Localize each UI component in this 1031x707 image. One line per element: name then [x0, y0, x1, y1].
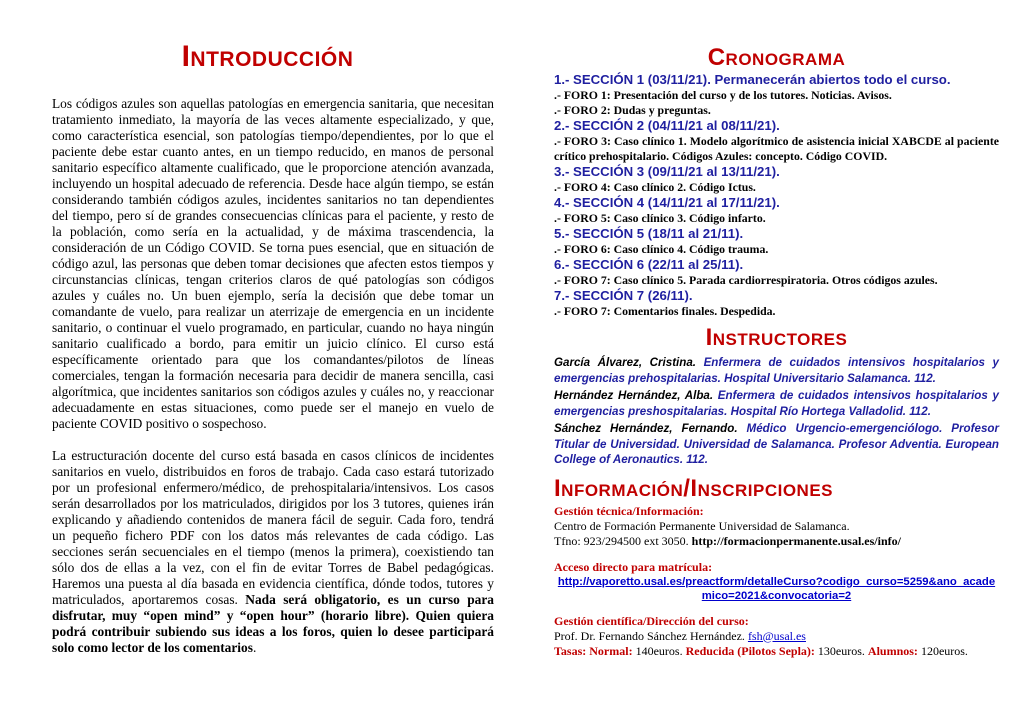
director-name: Prof. Dr. Fernando Sánchez Hernández. — [554, 628, 745, 643]
instructor-description: Enfermera de cuidados intensivos hospitalarios y emergencias preshospitalarias. Hospital Río Hortega Valladolid. 112. — [554, 389, 999, 418]
instructor-name: Hernández Hernández, Alba. — [554, 389, 714, 402]
instructor-name: Sánchez Hernández, Fernando. — [554, 422, 738, 435]
cronograma-list — [554, 72, 999, 319]
intro-title: Introducción — [181, 40, 354, 73]
gestion-tecnica-center: Centro de Formación Permanente Universidad de Salamanca. — [554, 518, 850, 533]
section-heading: 1.- SECCIÓN 1 (03/11/21). Permanecerán abiertos todo el curso. — [554, 72, 951, 87]
foro-item: .- FORO 4: Caso clínico 2. Código Ictus. — [554, 180, 756, 194]
foro-item: .- FORO 3: Caso clínico 1. Modelo algorítmico de asistencia inicial XABCDE al paciente crítico prehospitalario. Códigos Azules: concepto. Código COVID. — [554, 134, 999, 163]
intro-paragraph-2-text: La estructuración docente del curso está basada en casos clínicos de incidentes sanitarios en vuelo, distribuidos en foros de trabajo. Cada caso estará tutorizado por un profesional enfermero/médico, de prehospitalaria/intensivos. Los casos serán desarrollados por los matriculados, dirigidos por los 3 tutores, quienes irán explicando y añadiendo contenidos de manera fácil de seguir. Cada foro, tendrá un pequeño fichero PDF con los datos más relevantes de cada código. Las secciones serán secuenciales en el tiempo (menos la primera), coexistiendo tan sólo dos de ellas a la vez, con el fin de evitar Torres de Babel pedagógicas. Haremos una puesta al día basada en evidencia científica, dónde todos, tutores y matriculados, aportaremos cosas. — [52, 448, 494, 607]
matricula-link[interactable]: http://vaporetto.usal.es/preactform/detalleCurso?codigo_curso=5259&ano_academico=2021&convocatoria=2 — [557, 575, 996, 602]
section-heading: 7.- SECCIÓN 7 (26/11). — [554, 288, 693, 303]
tasa-alumnos-label: Alumnos: — [867, 643, 918, 658]
gestion-cientifica-label: Gestión científica/Dirección del curso: — [554, 613, 749, 628]
section-heading: 6.- SECCIÓN 6 (22/11 al 25/11). — [554, 257, 744, 272]
cronograma-title: Cronograma — [707, 44, 846, 71]
director-email-link[interactable]: fsh@usal.es — [747, 628, 806, 643]
gestion-tecnica-contact — [554, 534, 999, 549]
foro-item: .- FORO 7: Caso clínico 5. Parada cardiorrespiratoria. Otros códigos azules. — [554, 273, 938, 287]
instructores-list — [554, 355, 999, 468]
instructor-description: Enfermera de cuidados intensivos hospitalarios y emergencias prehospitalarias. Hospital Universitario Salamanca. 112. — [554, 356, 999, 385]
phone-text: Tfno: 923/294500 ext 3050. — [554, 533, 689, 548]
intro-paragraph-2-bold: Nada será obligatorio, es un curso para disfrutar, muy “open mind” y “open hour” (horario libre). Quien quiera podrá contribuir subiendo sus ideas a los foros, quien lo desee participará solo como lector de los comentarios — [52, 592, 494, 655]
acceso-label: Acceso directo para matrícula: — [554, 559, 713, 574]
intro-paragraph-2-end: . — [252, 640, 257, 655]
info-web-link[interactable]: http://formacionpermanente.usal.es/info/ — [691, 533, 901, 548]
info-title: Información/Inscripciones — [554, 474, 834, 502]
right-column — [554, 44, 999, 659]
instructor-entry — [554, 421, 999, 468]
instructores-title: Instructores — [705, 324, 848, 351]
foro-item: .- FORO 1: Presentación del curso y de los tutores. Noticias. Avisos. — [554, 88, 892, 102]
director-line — [554, 629, 999, 644]
section-heading: 2.- SECCIÓN 2 (04/11/21 al 08/11/21). — [554, 118, 780, 133]
instructor-description: Médico Urgencio-emergenciólogo. Profesor Titular de Universidad. Universidad de Salamanca. Profesor Adventia. European College of Aeronautics. 112. — [554, 422, 999, 466]
intro-body — [52, 96, 494, 672]
info-block — [554, 504, 999, 659]
tasas-line — [554, 644, 999, 659]
tasa-reducida-value: 130euros. — [817, 643, 865, 658]
foro-item: .- FORO 5: Caso clínico 3. Código infarto. — [554, 211, 766, 225]
instructor-name: García Álvarez, Cristina. — [554, 356, 697, 369]
foro-item: .- FORO 6: Caso clínico 4. Código trauma. — [554, 242, 769, 256]
tasas-label: Tasas: — [554, 643, 587, 658]
intro-paragraph-2 — [52, 448, 494, 656]
tasa-normal-label: Normal: — [589, 643, 633, 658]
section-heading: 5.- SECCIÓN 5 (18/11 al 21/11). — [554, 226, 744, 241]
intro-paragraph-1: Los códigos azules son aquellas patologías en emergencia sanitaria, que necesitan tratamiento inmediato, la mayoría de las veces altamente especializado, y que, como característica esencial, son patologías tiempo/dependientes, por lo que el paciente debe estar cuanto antes, en un tiempo reducido, en manos de personal sanitario específico altamente cualificado, que le proporcione atención avanzada, incluyendo un hospital adecuado de referencia. Desde hace algún tiempo, se están considerando también códigos azules, incidentes sanitarios no tan dependientes del tiempo, pero sí de grandes consecuencias clínicas para el paciente, y resto de la población, como sería en la actualidad, y de máxima trascendencia, la consideración de un Código COVID. Se torna pues esencial, que en situación de código azul, las personas que deben tomar decisiones que afecten estos tiempos y circunstancias clínicas, tengan criterios claros de qué patologías son códigos azules y cuáles no. Un buen ejemplo, sería la decisión que debe tomar un comandante de vuelo, para realizar un aterrizaje de emergencia en un incidente sanitario, o continuar el vuelo programado, en particular, cuando no haya ningún sanitario cualificado a bordo, para emitir un juicio clínico. El curso está específicamente orientado para que los comandantes/pilotos de líneas comerciales, tengan la formación necesaria para decidir de manera sencilla, casi algorítmica, que incidentes sanitarios son códigos azules y cuáles no, y reaccionar adecuadamente en estas situaciones, como puede ser el manejo en vuelo de paciente COVID positivo o sospechoso. — [52, 96, 494, 431]
section-heading: 3.- SECCIÓN 3 (09/11/21 al 13/11/21). — [554, 164, 780, 179]
tasa-alumnos-value: 120euros. — [920, 643, 968, 658]
instructor-entry — [554, 388, 999, 419]
foro-item: .- FORO 7: Comentarios finales. Despedida. — [554, 304, 776, 318]
tasa-reducida-label: Reducida (Pilotos Sepla): — [685, 643, 815, 658]
instructor-entry — [554, 355, 999, 386]
foro-item: .- FORO 2: Dudas y preguntas. — [554, 103, 711, 117]
tasa-normal-value: 140euros. — [635, 643, 683, 658]
section-heading: 4.- SECCIÓN 4 (14/11/21 al 17/11/21). — [554, 195, 780, 210]
gestion-tecnica-label: Gestión técnica/Información: — [554, 503, 704, 518]
